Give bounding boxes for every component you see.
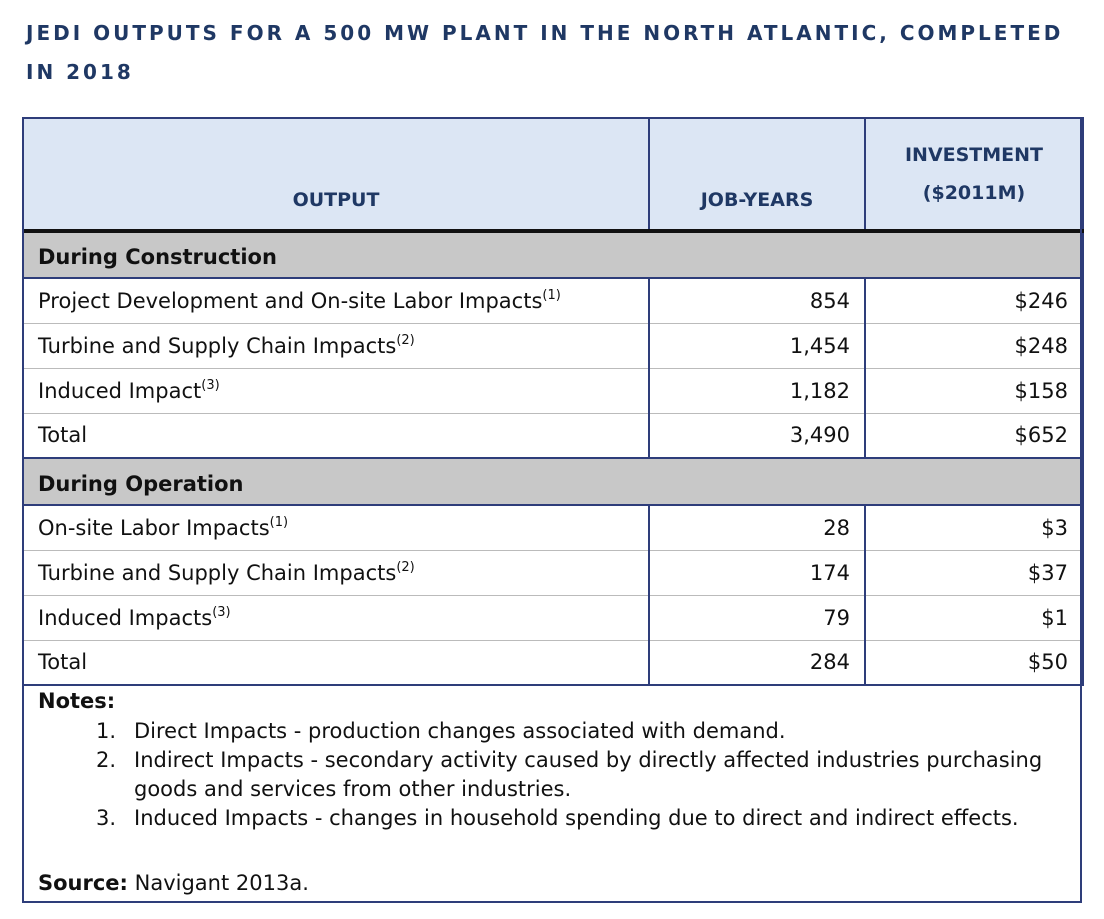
footnote-ref: (1) [542, 287, 561, 303]
row-investment: $3 [865, 505, 1083, 550]
note-text: Indirect Impacts - secondary activity caused by directly affected industries purchasing goods and services from other industries. [134, 748, 1043, 801]
note-item [38, 717, 1068, 746]
row-job-years: 3,490 [649, 413, 865, 458]
header-investment-line2: ($2011M) [922, 182, 1026, 204]
row-job-years: 79 [649, 595, 865, 640]
header-investment-line1: INVESTMENT [904, 144, 1044, 166]
row-investment: $652 [865, 413, 1083, 458]
note-item [38, 804, 1068, 833]
header-job-years: JOB-YEARS [649, 118, 865, 231]
row-investment: $37 [865, 550, 1083, 595]
footnote-ref: (2) [396, 559, 415, 575]
row-label: Project Development and On-site Labor Impacts$^{(1)}$ [23, 278, 649, 323]
row-label: Turbine and Supply Chain Impacts$^{(2)}$ [23, 550, 649, 595]
row-job-years: 284 [649, 640, 865, 685]
note-number: 2. [95, 748, 116, 772]
row-job-years: 854 [649, 278, 865, 323]
row-job-years: 28 [649, 505, 865, 550]
header-output: OUTPUT [23, 118, 649, 231]
row-investment: $248 [865, 323, 1083, 368]
footnote-ref: (3) [212, 604, 231, 620]
row-label: Total [23, 640, 649, 685]
note-number: 3. [95, 806, 116, 830]
row-job-years: 1,454 [649, 323, 865, 368]
row-label: Induced Impact$^{(3)}$ [23, 368, 649, 413]
row-job-years: 1,182 [649, 368, 865, 413]
source-line [38, 871, 309, 895]
source-label: Source: [38, 871, 128, 895]
row-job-years: 174 [649, 550, 865, 595]
row-investment: $158 [865, 368, 1083, 413]
note-number: 1. [95, 719, 116, 743]
notes-heading: Notes: [38, 689, 116, 713]
section-label: During Operation [23, 458, 1083, 505]
footnote-ref: (2) [396, 332, 415, 348]
note-text: Induced Impacts - changes in household spending due to direct and indirect effects. [134, 806, 1019, 830]
footnote-ref: (1) [269, 514, 289, 530]
source-text: Navigant 2013a. [134, 871, 309, 895]
row-investment: $50 [865, 640, 1083, 685]
page-title: JEDI OUTPUTS FOR A 500 MW PLANT IN THE NORTH ATLANTIC, COMPLETED IN 2018 [26, 21, 1064, 84]
notes-block [38, 689, 1068, 833]
row-investment: $246 [865, 278, 1083, 323]
section-label: During Construction [23, 231, 1083, 278]
row-label: Induced Impacts$^{(3)}$ [23, 595, 649, 640]
note-text: Direct Impacts - production changes associated with demand. [134, 719, 786, 743]
row-label: On-site Labor Impacts$^{(1)}$ [23, 505, 649, 550]
row-label: Total [23, 413, 649, 458]
note-item [38, 746, 1068, 804]
row-investment: $1 [865, 595, 1083, 640]
row-label: Turbine and Supply Chain Impacts$^{(2)}$ [23, 323, 649, 368]
footnote-ref: (3) [201, 377, 220, 393]
